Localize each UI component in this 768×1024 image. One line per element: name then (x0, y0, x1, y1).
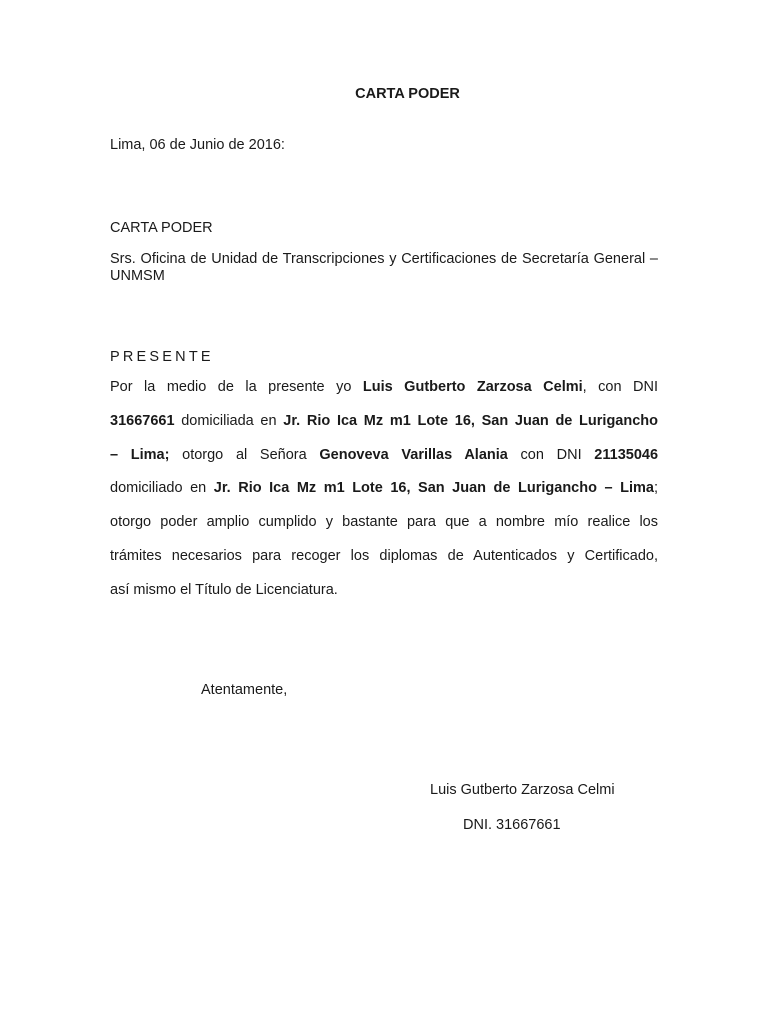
text-run: Por la medio de la presente yo (110, 379, 363, 395)
text-run: domiciliada en (174, 412, 284, 429)
addressee: Srs. Oficina de Unidad de Transcripciones y Certificaciones de Secretaría General – UNMSM (110, 251, 658, 284)
body-line (110, 582, 658, 602)
body-line (110, 447, 658, 467)
signature-name: Luis Gutberto Zarzosa Celmi (430, 782, 615, 798)
text-run: otorgo poder amplio cumplido y bastante para que a nombre mío realice los (110, 514, 658, 531)
document-title: CARTA PODER (355, 86, 460, 102)
body-line (110, 514, 658, 534)
text-run: , con DNI (582, 379, 659, 395)
subject-line: CARTA PODER (110, 220, 213, 236)
signature-dni: DNI. 31667661 (463, 817, 561, 833)
bold-text-run: Jr. Rio Ica Mz m1 Lote 16, San Juan de Lurigancho – Lima (213, 480, 654, 497)
body-line (110, 480, 658, 500)
bold-text-run: Luis Gutberto Zarzosa Celmi (362, 379, 583, 395)
text-run: con DNI (507, 446, 595, 463)
bold-text-run: 31667661 (110, 412, 175, 429)
bold-text-run: – Lima; (110, 446, 170, 463)
body-line (110, 379, 658, 399)
closing: Atentamente, (201, 682, 288, 698)
place-date: Lima, 06 de Junio de 2016: (110, 137, 285, 153)
text-run: así mismo el Título de Licenciatura. (110, 581, 338, 598)
text-run: ; (653, 480, 658, 497)
body-line (110, 548, 658, 568)
bold-text-run: 21135046 (594, 446, 659, 463)
text-run: trámites necesarios para recoger los diplomas de Autenticados y Certificado, (110, 548, 658, 564)
body-line (110, 413, 658, 433)
bold-text-run: Jr. Rio Ica Mz m1 Lote 16, San Juan de Lurigancho (283, 412, 658, 429)
text-run: otorgo al Señora (169, 446, 320, 463)
bold-text-run: Genoveva Varillas Alania (319, 446, 508, 463)
presente-label: PRESENTE (110, 349, 214, 365)
text-run: domiciliado en (110, 480, 214, 497)
